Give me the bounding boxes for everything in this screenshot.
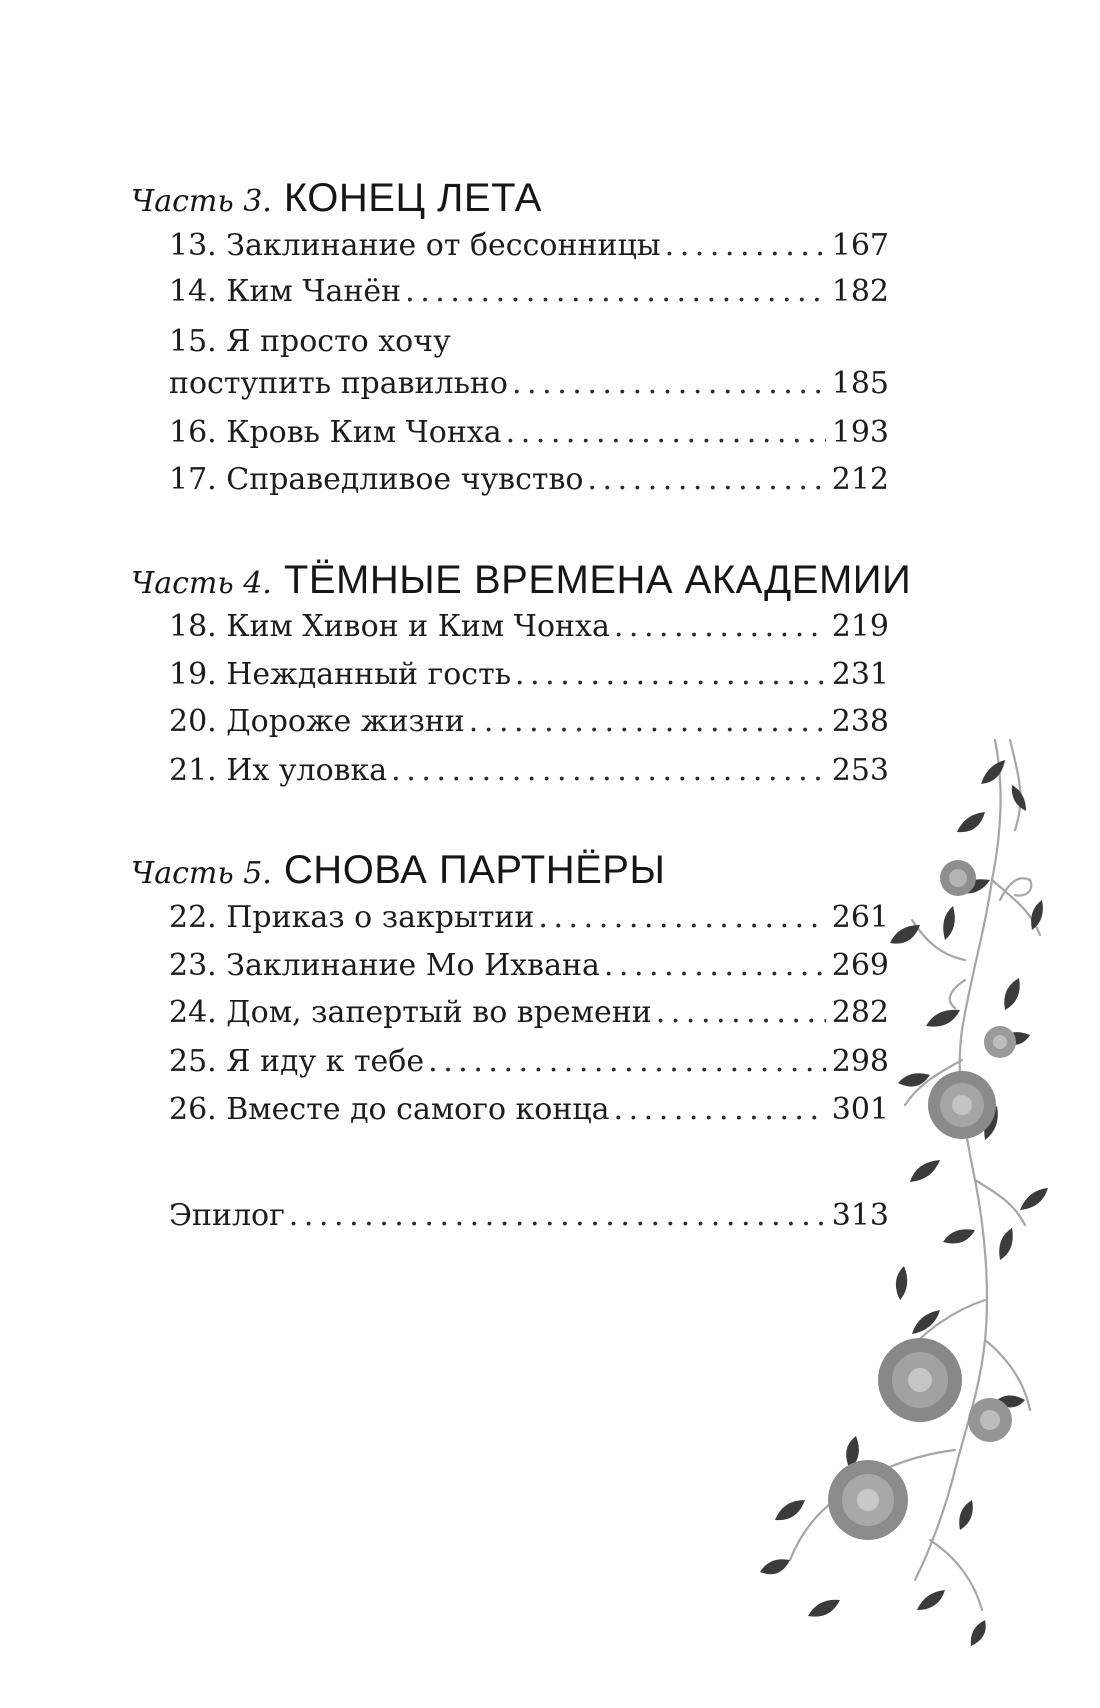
entry-title: 20. Дороже жизни	[169, 704, 465, 739]
entry-title: 26. Вместе до самого конца	[169, 1092, 610, 1127]
entry-page: 193	[831, 415, 889, 450]
toc-entry[interactable]	[169, 460, 889, 500]
entry-title: 18. Ким Хивон и Ким Чонха	[169, 609, 610, 644]
entry-page: 298	[831, 1044, 889, 1079]
dot-leader	[587, 460, 825, 500]
entry-title: 19. Нежданный гость	[169, 657, 512, 692]
toc-entry[interactable]	[169, 993, 889, 1033]
toc-entry[interactable]	[169, 702, 889, 742]
part-label: Часть 3.	[131, 184, 272, 219]
toc-entry[interactable]	[169, 946, 889, 986]
entry-title-line1[interactable]: 15. Я просто хочу	[169, 324, 451, 359]
entry-title: 13. Заклинание от бессонницы	[169, 228, 661, 263]
dot-leader	[538, 898, 825, 938]
entry-page: 313	[831, 1198, 889, 1233]
toc-entry[interactable]	[169, 413, 889, 453]
toc-entry[interactable]	[169, 751, 889, 791]
dot-leader	[614, 607, 826, 647]
dot-leader	[656, 993, 826, 1033]
entry-page: 238	[831, 704, 889, 739]
entry-title: поступить правильно	[169, 366, 508, 401]
entry-page: 167	[831, 228, 889, 263]
entry-title: 14. Ким Чанён	[169, 274, 402, 309]
entry-title: 23. Заклинание Мо Ихвана	[169, 948, 600, 983]
part-title: ТЁМНЫЕ ВРЕМЕНА АКАДЕМИИ	[283, 558, 912, 602]
dot-leader	[512, 364, 826, 404]
entry-title: 17. Справедливое чувство	[169, 462, 584, 497]
toc-entry[interactable]	[169, 607, 889, 647]
entry-title: 16. Кровь Ким Чонха	[169, 415, 502, 450]
toc-entry[interactable]	[169, 272, 889, 312]
dot-leader	[391, 751, 826, 791]
part-title: СНОВА ПАРТНЁРЫ	[283, 848, 666, 892]
dot-leader	[614, 1090, 826, 1130]
entry-page: 212	[831, 462, 889, 497]
entry-page: 261	[831, 900, 889, 935]
dot-leader	[428, 1042, 826, 1082]
entry-page: 301	[831, 1092, 889, 1127]
entry-title: Эпилог	[169, 1198, 285, 1233]
entry-title: 25. Я иду к тебе	[169, 1044, 425, 1079]
toc-entry[interactable]	[169, 226, 889, 266]
dot-leader	[515, 655, 826, 695]
toc-entry[interactable]	[169, 655, 889, 695]
entry-page: 182	[831, 274, 889, 309]
part-3-heading	[131, 178, 542, 218]
dot-leader	[405, 272, 826, 312]
entry-title: 24. Дом, запертый во времени	[169, 995, 652, 1030]
entry-page: 282	[831, 995, 889, 1030]
entry-title: 21. Их уловка	[169, 753, 388, 788]
toc-entry[interactable]	[169, 898, 889, 938]
dot-leader	[604, 946, 826, 986]
entry-page: 219	[831, 609, 889, 644]
entry-title: 22. Приказ о закрытии	[169, 900, 535, 935]
part-title: КОНЕЦ ЛЕТА	[283, 176, 542, 220]
toc-entry-epilogue[interactable]	[169, 1196, 889, 1236]
part-label: Часть 5.	[131, 856, 272, 891]
entry-page: 185	[831, 366, 889, 401]
part-4-heading	[131, 560, 911, 600]
entry-page: 231	[831, 657, 889, 692]
part-label: Часть 4.	[131, 566, 272, 601]
dot-leader	[506, 413, 826, 453]
dot-leader	[289, 1196, 826, 1236]
dot-leader	[469, 702, 826, 742]
part-5-heading	[131, 850, 665, 890]
toc-entry[interactable]	[169, 364, 889, 404]
entry-page: 253	[831, 753, 889, 788]
entry-page: 269	[831, 948, 889, 983]
vine-stems-icon	[790, 740, 1040, 1610]
toc-entry[interactable]	[169, 1090, 889, 1130]
toc-entry[interactable]	[169, 1042, 889, 1082]
dot-leader	[665, 226, 826, 266]
